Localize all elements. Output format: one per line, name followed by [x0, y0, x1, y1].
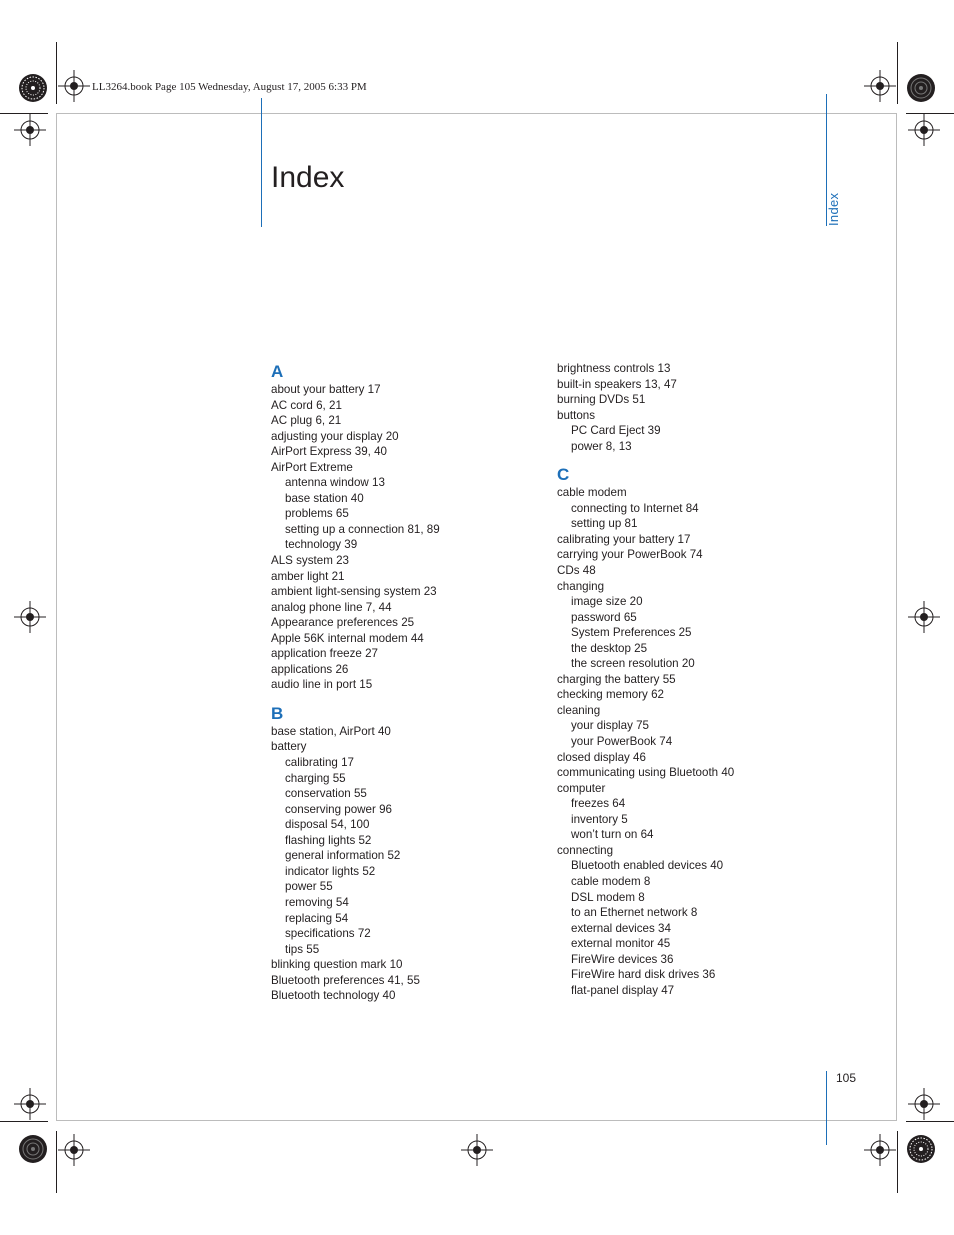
index-entry: closed display 46	[557, 750, 646, 764]
registration-target-icon	[908, 601, 940, 633]
page-trim-frame	[56, 113, 897, 1121]
registration-target-icon	[14, 601, 46, 633]
index-subentry: base station 40	[285, 491, 364, 505]
index-section-letter: C	[557, 465, 570, 485]
index-entry: AirPort Express 39, 40	[271, 445, 387, 459]
registration-target-icon	[14, 114, 46, 146]
index-subentry: calibrating 17	[285, 756, 354, 770]
index-entry: amber light 21	[271, 569, 345, 583]
registration-target-icon	[864, 1134, 896, 1166]
index-entry: about your battery 17	[271, 383, 381, 396]
index-entry: calibrating your battery 17	[557, 532, 691, 546]
index-subentry: password 65	[571, 610, 637, 624]
index-subentry: DSL modem 8	[571, 890, 645, 904]
page-number: 105	[836, 1071, 857, 1085]
print-header-info: LL3264.book Page 105 Wednesday, August 17, 2005 6:33 PM	[92, 81, 367, 93]
title-rule	[261, 98, 262, 227]
registration-target-icon	[864, 70, 896, 102]
index-entry: analog phone line 7, 44	[271, 600, 392, 614]
index-subentry: the screen resolution 20	[571, 657, 695, 671]
page-title: Index	[271, 161, 345, 194]
index-subentry: Bluetooth enabled devices 40	[571, 859, 724, 873]
index-subentry: external monitor 45	[571, 937, 671, 951]
index-subentry: removing 54	[285, 895, 349, 909]
index-subentry: PC Card Eject 39	[571, 424, 661, 438]
registration-target-icon	[461, 1134, 493, 1166]
index-entry: communicating using Bluetooth 40	[557, 766, 735, 780]
index-entry: audio line in port 15	[271, 678, 373, 692]
index-entry: applications 26	[271, 662, 349, 676]
index-entry: charging the battery 55	[557, 672, 676, 686]
index-entry: adjusting your display 20	[271, 429, 399, 443]
index-subentry: won’t turn on 64	[571, 828, 654, 842]
side-tab-label: Index	[826, 192, 841, 226]
index-column-left	[271, 363, 440, 1004]
index-section-letter: B	[271, 703, 284, 723]
starburst-mark-icon	[18, 73, 48, 103]
index-entry: battery	[271, 740, 307, 754]
index-subentry: technology 39	[285, 538, 358, 552]
index-entry: ALS system 23	[271, 554, 349, 568]
page-number-rule	[826, 1071, 827, 1145]
index-entry: AC cord 6, 21	[271, 398, 342, 412]
crop-mark	[897, 42, 898, 104]
index-subentry: cable modem 8	[571, 874, 651, 888]
index-subentry: the desktop 25	[571, 641, 648, 655]
index-entry: application freeze 27	[271, 647, 378, 661]
index-subentry: flat-panel display 47	[571, 983, 675, 997]
registration-target-icon	[58, 1134, 90, 1166]
registration-target-icon	[908, 114, 940, 146]
index-entry: Appearance preferences 25	[271, 616, 415, 630]
index-entry: checking memory 62	[557, 688, 664, 702]
starburst-mark-icon	[906, 73, 936, 103]
crop-mark	[56, 1131, 57, 1193]
index-section-letter: A	[271, 362, 284, 381]
index-entry: brightness controls 13	[557, 362, 671, 375]
index-subentry: connecting to Internet 84	[571, 501, 699, 515]
index-subentry: replacing 54	[285, 911, 349, 925]
index-subentry: specifications 72	[285, 927, 371, 941]
index-subentry: to an Ethernet network 8	[571, 906, 698, 920]
crop-mark	[0, 1121, 48, 1122]
index-subentry: inventory 5	[571, 812, 628, 826]
index-subentry: power 8, 13	[571, 439, 632, 453]
index-subentry: problems 65	[285, 507, 349, 521]
index-entry: carrying your PowerBook 74	[557, 548, 703, 562]
index-subentry: freezes 64	[571, 797, 626, 811]
index-entry: changing	[557, 579, 605, 593]
index-entry: Apple 56K internal modem 44	[271, 631, 424, 645]
index-entry: buttons	[557, 408, 596, 422]
crop-mark	[906, 1121, 954, 1122]
registration-target-icon	[908, 1088, 940, 1120]
index-subentry: general information 52	[285, 849, 401, 863]
index-entry: cable modem	[557, 486, 627, 500]
index-subentry: FireWire hard disk drives 36	[571, 968, 716, 982]
index-subentry: indicator lights 52	[285, 864, 376, 878]
crop-mark	[897, 1131, 898, 1193]
index-entry: CDs 48	[557, 564, 596, 578]
index-subentry: setting up a connection 81, 89	[285, 522, 440, 536]
index-entry: cleaning	[557, 703, 601, 717]
index-entry: AC plug 6, 21	[271, 414, 342, 428]
registration-target-icon	[58, 70, 90, 102]
starburst-mark-icon	[18, 1134, 48, 1164]
index-column-right	[557, 361, 734, 998]
starburst-mark-icon	[906, 1134, 936, 1164]
index-subentry: conserving power 96	[285, 802, 392, 816]
index-entry: connecting	[557, 843, 614, 857]
index-entry: built-in speakers 13, 47	[557, 377, 677, 391]
index-entry: blinking question mark 10	[271, 958, 403, 972]
index-subentry: flashing lights 52	[285, 833, 372, 847]
index-subentry: power 55	[285, 880, 333, 894]
index-subentry: antenna window 13	[285, 476, 385, 490]
index-subentry: FireWire devices 36	[571, 952, 674, 966]
registration-target-icon	[14, 1088, 46, 1120]
index-entry: ambient light-sensing system 23	[271, 585, 437, 599]
index-entry: Bluetooth technology 40	[271, 989, 396, 1003]
index-subentry: disposal 54, 100	[285, 818, 370, 832]
index-subentry: System Preferences 25	[571, 626, 692, 640]
index-subentry: conservation 55	[285, 787, 367, 801]
index-subentry: setting up 81	[571, 517, 638, 531]
crop-mark	[56, 42, 57, 104]
index-entry: burning DVDs 51	[557, 393, 646, 407]
index-entry: computer	[557, 781, 606, 795]
index-subentry: charging 55	[285, 771, 346, 785]
index-subentry: your PowerBook 74	[571, 735, 673, 749]
index-subentry: tips 55	[285, 942, 320, 956]
index-subentry: image size 20	[571, 595, 643, 609]
index-subentry: your display 75	[571, 719, 649, 733]
index-entry: AirPort Extreme	[271, 460, 353, 474]
index-entry: base station, AirPort 40	[271, 724, 391, 738]
index-subentry: external devices 34	[571, 921, 671, 935]
index-entry: Bluetooth preferences 41, 55	[271, 973, 420, 987]
